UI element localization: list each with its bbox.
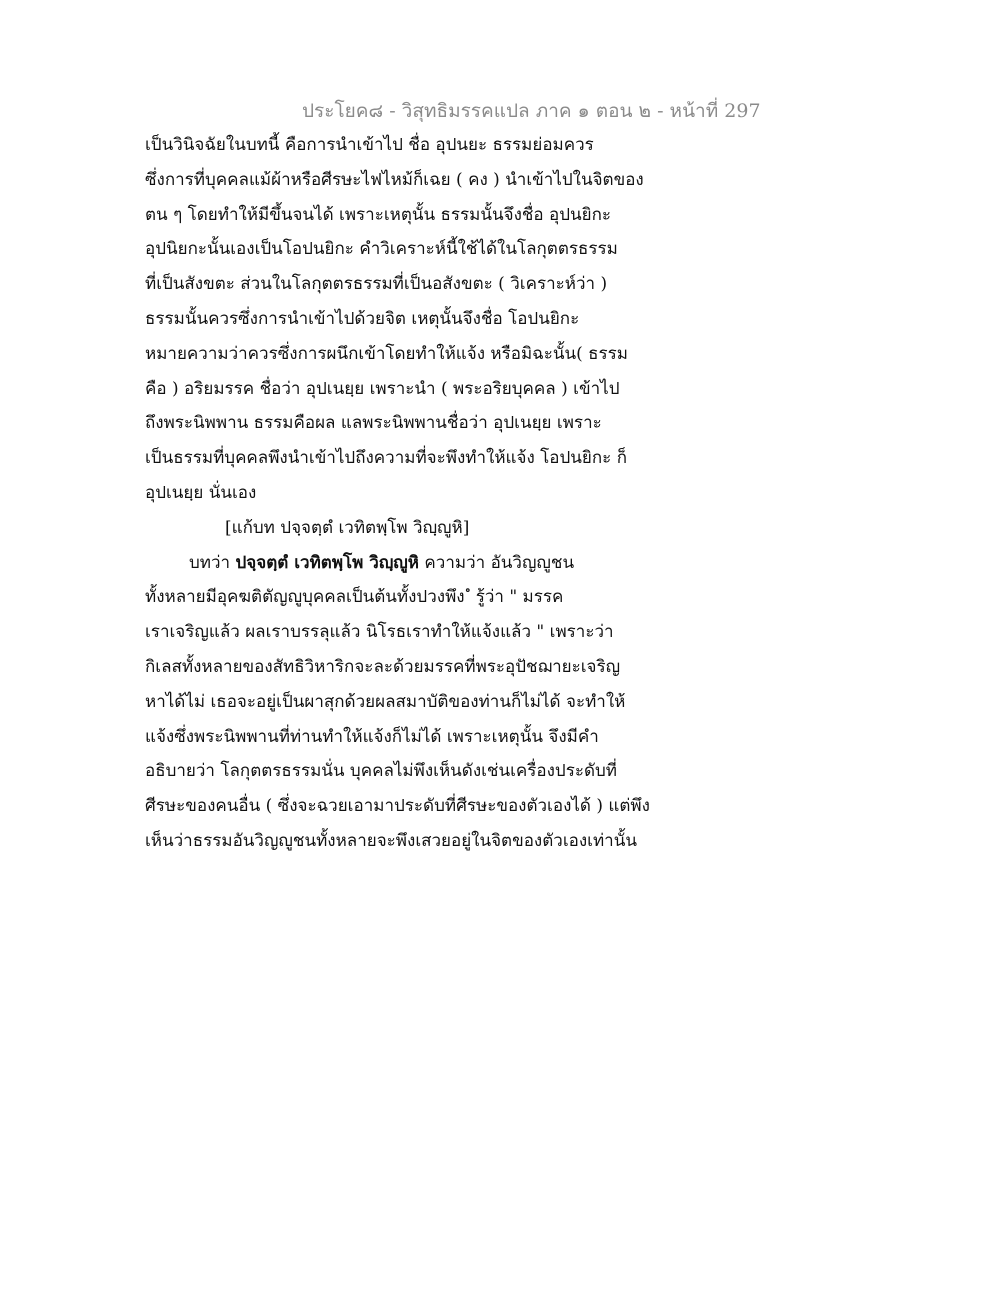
body-text <box>145 128 650 859</box>
text-line: กิเลสทั้งหลายของสัทธิวิหาริกจะละด้วยมรรคที่พระอุปัชฌายะเจริญ <box>145 656 621 677</box>
section-heading: [แก้บท ปจฺจตฺตํ เวทิตพฺโพ วิญฺญูหิ] <box>225 517 470 538</box>
paragraph-first-line <box>145 546 645 581</box>
text-line: เราเจริญแล้ว ผลเราบรรลุแล้ว นิโรธเราทำให้แจ้งแล้ว " เพราะว่า <box>145 622 614 643</box>
text-line: เป็นวินิจฉัยในบทนี้ คือการนำเข้าไป ชื่อ อุปนยะ ธรรมย่อมควร <box>145 135 594 155</box>
text-line: ตน ๆ โดยทำให้มีขึ้นจนได้ เพราะเหตุนั้น ธรรมนั้นจึงชื่อ อุปนยิกะ <box>145 204 612 225</box>
text-line: ถึงพระนิพพาน ธรรมคือผล แลพระนิพพานชื่อว่า อุปเนยฺย เพราะ <box>145 413 602 434</box>
text-line: อุปเนยฺย นั่นเอง <box>145 482 257 503</box>
text-line: เป็นธรรมที่บุคคลพึงนำเข้าไปถึงความที่จะพึงทำให้แจ้ง โอปนยิกะ ก็ <box>145 448 628 469</box>
text-line: หาได้ไม่ เธอจะอยู่เป็นผาสุกด้วยผลสมาบัติของท่านก็ไม่ได้ จะทำให้ <box>145 691 626 712</box>
text-line: ซึ่งการที่บุคคลแม้ผ้าหรือศีรษะไฟไหม้ก็เฉย ( คง ) นำเข้าไปในจิตของ <box>145 169 644 190</box>
text-line: อุปนิยกะนั้นเองเป็นโอปนยิกะ คำวิเคราะห์นี้ใช้ได้ในโลกุตตรธรรม <box>145 239 618 260</box>
text-line: ที่เป็นสังขตะ ส่วนในโลกุตตรธรรมที่เป็นอสังขตะ ( วิเคราะห์ว่า ) <box>145 274 608 295</box>
text-line: หมายความว่าควรซึ่งการผนึกเข้าโดยทำให้แจ้ง หรือมิฉะนั้น( ธรรม <box>145 343 628 364</box>
text-line: เห็นว่าธรรมอันวิญญูชนทั้งหลายจะพึงเสวยอยู่ในจิตของตัวเองเท่านั้น <box>145 830 637 851</box>
text-line: อธิบายว่า โลกุตตรธรรมนั่น บุคคลไม่พึงเห็นดังเช่นเครื่องประดับที่ <box>145 761 617 782</box>
text-line: ทั้งหลายมีอุคฆติตัญญูบุคคลเป็นต้นทั้งปวงพึง ํ รู้ว่า " มรรค <box>145 587 564 608</box>
page-header: ประโยค๘ - วิสุทธิมรรคแปล ภาค ๑ ตอน ๒ - หน้าที่ 297 <box>302 100 761 122</box>
text-line: ธรรมนั้นควรซึ่งการนำเข้าไปด้วยจิต เหตุนั้นจึงชื่อ โอปนยิกะ <box>145 308 580 329</box>
text-line: คือ ) อริยมรรค ชื่อว่า อุปเนยฺย เพราะนำ ( พระอริยบุคคล ) เข้าไป <box>145 378 620 399</box>
lead-text: บทว่า <box>189 552 236 573</box>
bold-term: ปจฺจตฺตํ เวทิตพฺโพ วิญฺญูหิ <box>235 552 419 573</box>
text-line: แจ้งซึ่งพระนิพพานที่ท่านทำให้แจ้งก็ไม่ได้ เพราะเหตุนั้น จึงมีคำ <box>145 726 599 747</box>
text-line: ศีรษะของคนอื่น ( ซึ่งจะฉวยเอามาประดับที่ศีรษะของตัวเองได้ ) แต่พึง <box>145 796 650 817</box>
rest-text: ความว่า อันวิญญูชน <box>419 552 575 573</box>
